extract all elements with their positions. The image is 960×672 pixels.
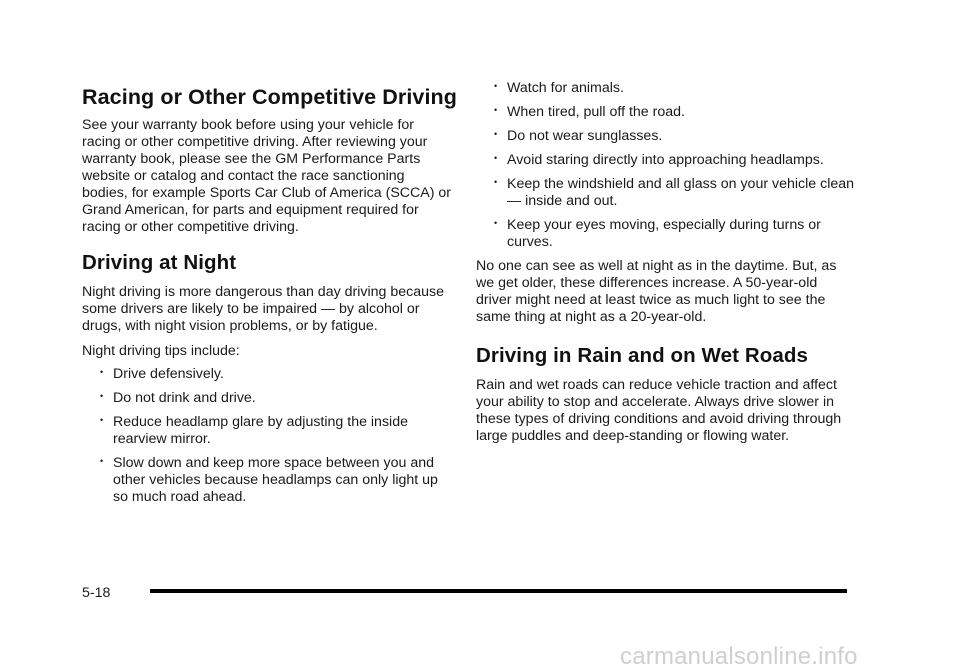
night-body: Night driving is more dangerous than day driving because some drivers are likely to be impaired — by alcohol or drugs, with night vision problems, or by fatigue. [82,284,444,334]
bullet-icon: • [494,218,498,228]
section-title-rain: Driving in Rain and on Wet Roads [476,344,808,367]
bullet-icon: • [494,105,498,115]
list-item: • Watch for animals. [494,80,624,96]
bullet-icon: • [100,391,104,401]
bullet-icon: • [494,177,498,187]
night-vision-note: No one can see as well at night as in the daytime. But, as we get older, these differences increase. A 50-year-old driver might need at least twice as much light to see the same thing at night as a 20-year-old. [476,258,837,325]
bullet-icon: • [100,415,104,425]
watermark: carmanualsonline.info [620,643,858,670]
list-item: • Do not drink and drive. [100,390,256,406]
right-column [476,0,856,453]
list-item: • Avoid staring directly into approaching headlamps. [494,152,824,168]
section-title-night: Driving at Night [82,251,237,274]
list-item: • Keep your eyes moving, especially during turns or curves. [494,217,821,250]
footer-rule [150,589,847,593]
night-tips-intro: Night driving tips include: [82,343,240,359]
night-tips-continued-list [476,80,856,251]
bullet-icon: • [494,129,498,139]
list-item: • Do not wear sunglasses. [494,128,663,144]
night-tips-list [82,366,452,506]
list-item: • When tired, pull off the road. [494,104,685,120]
list-item: • Drive defensively. [100,366,224,382]
left-column [82,0,458,513]
rain-body: Rain and wet roads can reduce vehicle traction and affect your ability to stop and accelerate. Always drive slower in these types of driving conditions and avoid driving through large puddles and deep-standing or flowing water. [476,377,842,444]
section-title-racing: Racing or Other Competitive Driving [82,85,458,109]
bullet-icon: • [494,81,498,91]
bullet-icon: • [100,456,104,466]
bullet-icon: • [100,367,104,377]
list-item: • Slow down and keep more space between you and other vehicles because headlamps can only light up so much road ahead. [100,455,438,505]
list-item: • Reduce headlamp glare by adjusting the inside rearview mirror. [100,414,408,447]
bullet-icon: • [494,153,498,163]
racing-body: See your warranty book before using your vehicle for racing or other competitive driving. After reviewing your warranty book, please see the GM Performance Parts website or catalog and contact the race sanctioning bodies, for example Sports Car Club of America (SCCA) or Grand American, for parts and equipment required for racing or other competitive driving. [82,117,452,235]
page-number: 5-18 [82,585,111,601]
list-item: • Keep the windshield and all glass on your vehicle clean — inside and out. [494,176,855,209]
